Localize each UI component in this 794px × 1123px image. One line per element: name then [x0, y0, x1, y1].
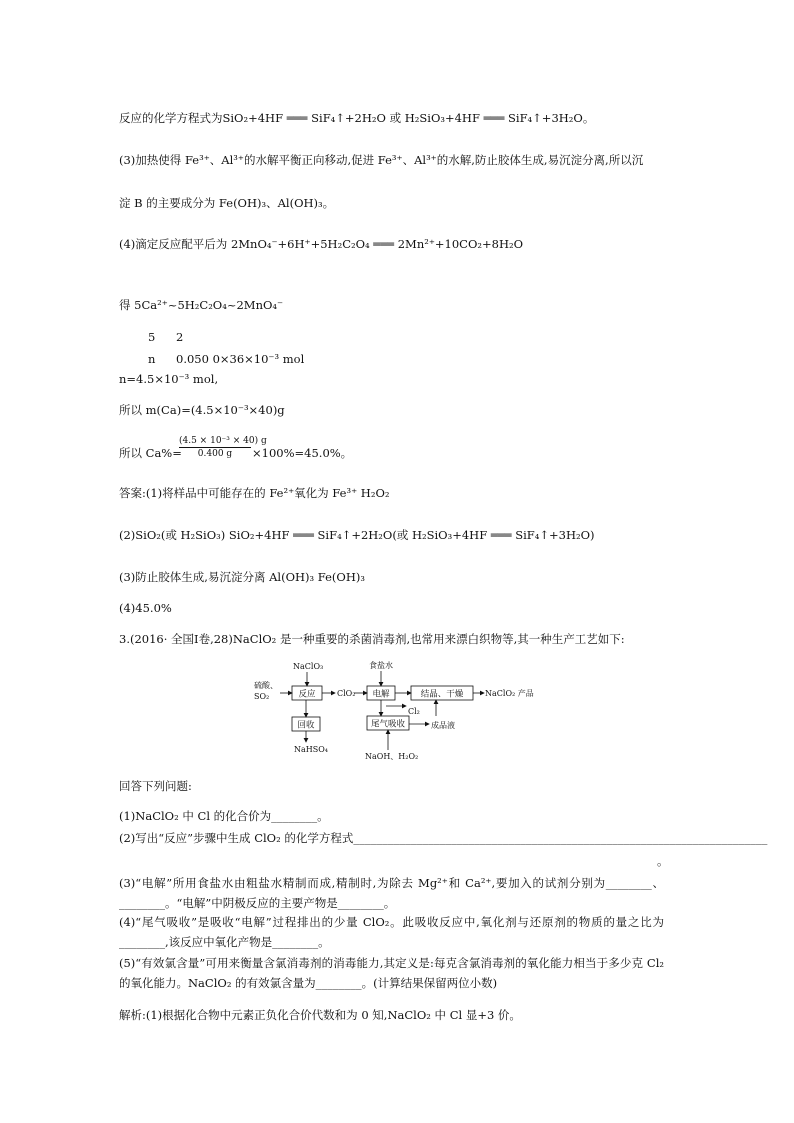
- process-flow-diagram: [248, 658, 548, 762]
- text-line: 所以 m(Ca)=(4.5×10⁻³×40)g: [119, 403, 285, 417]
- output-nahso4-label: NaHSO₄: [294, 745, 328, 754]
- answer-line: (2)SiO₂(或 H₂SiO₃) SiO₂+4HF ═══ SiF₄↑+2H₂O(或 H₂SiO₃+4HF ═══ SiF₄↑+3H₂O): [119, 528, 595, 542]
- solution-line: 解析:(1)根据化合物中元素正负化合价代数和为 0 知,NaClO₂ 中 Cl 显+3 价。: [119, 1008, 521, 1022]
- sub-question: (5)“有效氯含量”可用来衡量含氯消毒剂的消毒能力,其定义是:每克含氯消毒剂的氧化能力相当于多少克 Cl₂ 的氧化能力。NaClO₂ 的有效氯含量为________。(计算结果保留两位小数): [119, 956, 664, 990]
- answer-line: (3)防止胶体生成,易沉淀分离 Al(OH)₃ Fe(OH)₃: [119, 570, 365, 584]
- fraction-numerator: (4.5 × 10⁻³ × 40) g: [179, 436, 267, 446]
- text-line: (3)加热使得 Fe³⁺、Al³⁺的水解平衡正向移动,促进 Fe³⁺、Al³⁺的水解,防止胶体生成,易沉淀分离,所以沉: [119, 153, 644, 167]
- line-end-mark: 。: [657, 854, 669, 868]
- text-line: 淀 B 的主要成分为 Fe(OH)₃、Al(OH)₃。: [119, 196, 335, 210]
- ratio-value: n: [148, 352, 156, 366]
- box-recycle-label: 回收: [297, 720, 315, 731]
- ratio-value: 5: [148, 330, 156, 344]
- box-crystallize-label: 结晶、干燥: [420, 689, 464, 700]
- fraction: [179, 436, 267, 459]
- product-label: NaClO₂ 产品: [485, 689, 534, 698]
- input-naclo3-label: NaClO₃: [293, 662, 324, 671]
- text-line: (4)滴定反应配平后为 2MnO₄⁻+6H⁺+5H₂C₂O₄ ═══ 2Mn²⁺+10CO₂+8H₂O: [119, 237, 524, 251]
- sub-question: (2)写出“反应”步骤中生成 ClO₂ 的化学方程式________________________________________________________________________: [119, 831, 768, 845]
- input-naoh-label: NaOH、H₂O₂: [365, 752, 419, 761]
- sub-question: (4)“尾气吸收”是吸收“电解”过程排出的少量 ClO₂。此吸收反应中,氧化剂与还原剂的物质的量之比为________,该反应中氧化产物是________。: [119, 915, 664, 949]
- question-heading: 3.(2016· 全国Ⅰ卷,28)NaClO₂ 是一种重要的杀菌消毒剂,也常用来漂白织物等,其一种生产工艺如下:: [119, 632, 625, 646]
- output-cl2-label: Cl₂: [408, 707, 420, 716]
- formula-prefix: 所以 Ca%=: [119, 446, 182, 460]
- ratio-value: 0.050 0×36×10⁻³ mol: [176, 352, 305, 366]
- input-acid-label: 硫酸、: [254, 681, 278, 690]
- ratio-value: 2: [176, 330, 184, 344]
- output-liquid-label: 成品液: [431, 721, 455, 730]
- formula-suffix: ×100%=45.0%。: [252, 446, 353, 460]
- answer-line: 答案:(1)将样品中可能存在的 Fe²⁺氧化为 Fe³⁺ H₂O₂: [119, 486, 390, 500]
- box-electrolysis-label: 电解: [372, 689, 390, 700]
- answer-line: (4)45.0%: [119, 601, 172, 615]
- intermediate-clo2-label: ClO₂: [337, 689, 356, 698]
- fraction-denominator: 0.400 g: [197, 449, 233, 459]
- text-line: n=4.5×10⁻³ mol,: [119, 372, 219, 386]
- text-line: 反应的化学方程式为SiO₂+4HF ═══ SiF₄↑+2H₂O 或 H₂SiO₃+4HF ═══ SiF₄↑+3H₂O。: [119, 111, 595, 125]
- box-reaction-label: 反应: [298, 689, 316, 700]
- input-so2-label: SO₂: [254, 692, 270, 701]
- box-tail-gas-label: 尾气吸收: [370, 719, 406, 730]
- sub-question: (3)“电解”所用食盐水由粗盐水精制而成,精制时,为除去 Mg²⁺和 Ca²⁺,要加入的试剂分别为________、________。“电解”中阴极反应的主要产物是________。: [119, 876, 664, 910]
- input-brine-label: 食盐水: [369, 661, 393, 670]
- text-line: 回答下列问题:: [119, 779, 192, 793]
- sub-question: (1)NaClO₂ 中 Cl 的化合价为________。: [119, 809, 329, 823]
- text-line: 得 5Ca²⁺~5H₂C₂O₄~2MnO₄⁻: [119, 298, 284, 312]
